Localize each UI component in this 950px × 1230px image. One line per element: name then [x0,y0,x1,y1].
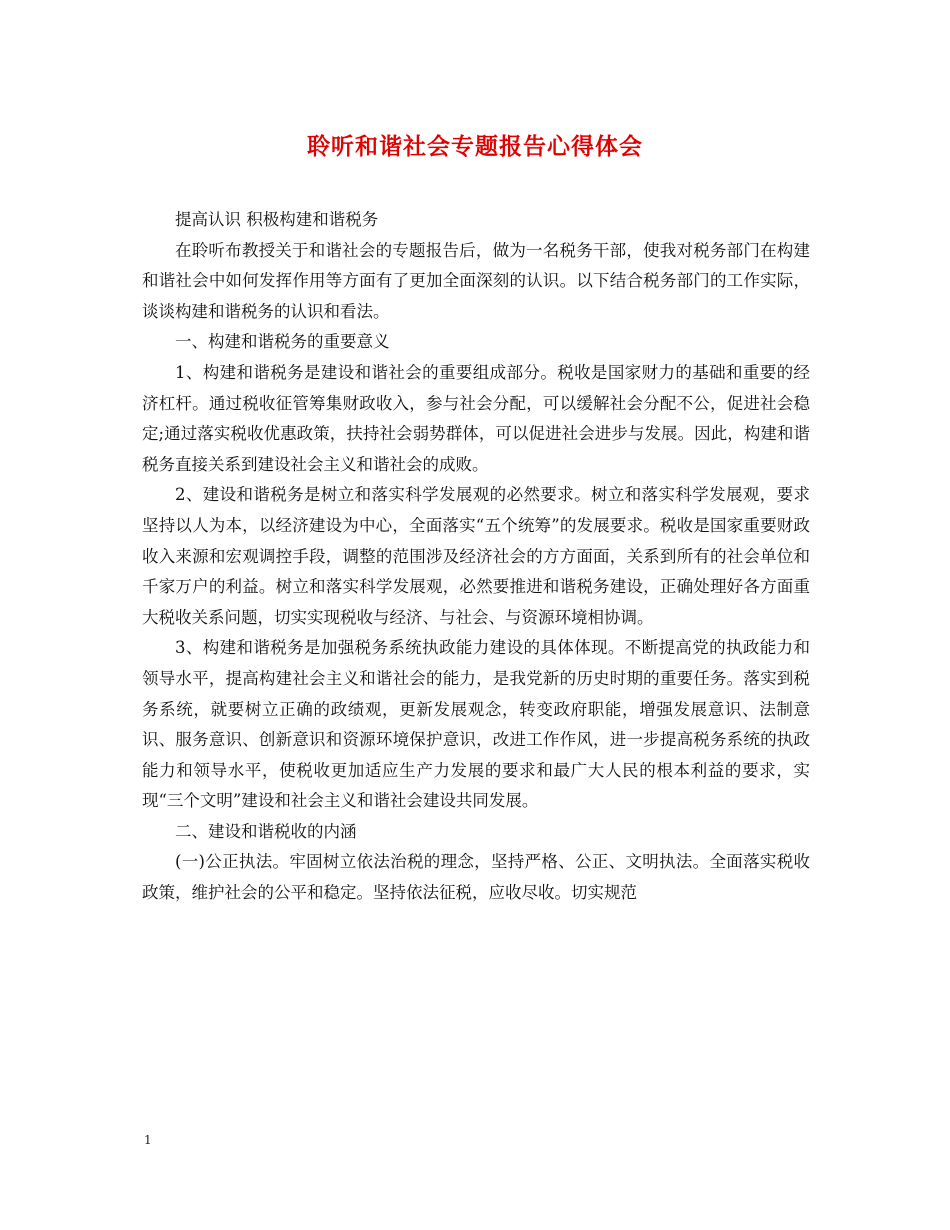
subpoint-paragraph-1: (一)公正执法。牢固树立依法治税的理念，坚持严格、公正、文明执法。全面落实税收政策，维护社会的公平和稳定。坚持依法征税，应收尽收。切实规范 [142,852,810,903]
subtitle-paragraph: 提高认识 积极构建和谐税务 [175,210,379,229]
point-paragraph-2: 2、建设和谐税务是树立和落实科学发展观的必然要求。树立和落实科学发展观，要求坚持以人为本，以经济建设为中心，全面落实“五个统筹”的发展要求。税收是国家重要财政收入来源和宏观调控手段，调整的范围涉及经济社会的方方面面，关系到所有的社会单位和千家万户的利益。树立和落实科学发展观，必然要推进和谐税务建设，正确处理好各方面重大税收关系问题，切实实现税收与经济、与社会、与资源环境相协调。 [142,485,810,627]
point-paragraph-3: 3、构建和谐税务是加强税务系统执政能力建设的具体体现。不断提高党的执政能力和领导水平，提高构建社会主义和谐社会的能力，是我党新的历史时期的重要任务。落实到税务系统，就要树立正确的政绩观，更新发展观念，转变政府职能，增强发展意识、法制意识、服务意识、创新意识和资源环境保护意识，改进工作作风，进一步提高税务系统的执政能力和领导水平，使税收更加适应生产力发展的要求和最广大人民的根本利益的要求，实现“三个文明”建设和社会主义和谐社会建设共同发展。 [142,638,810,811]
document-body [142,205,810,909]
section-heading-2: 二、建设和谐税收的内涵 [175,821,357,841]
page-number: 1 [144,1133,152,1147]
point-paragraph-1: 1、构建和谐税务是建设和谐社会的重要组成部分。税收是国家财力的基础和重要的经济杠杆。通过税收征管筹集财政收入，参与社会分配，可以缓解社会分配不公，促进社会稳定;通过落实税收优惠政策，扶持社会弱势群体，可以促进社会进步与发展。因此，构建和谐税务直接关系到建设社会主义和谐社会的成败。 [142,362,810,474]
intro-paragraph: 在聆听布教授关于和谐社会的专题报告后，做为一名税务干部，使我对税务部门在构建和谐社会中如何发挥作用等方面有了更加全面深刻的认识。以下结合税务部门的工作实际，谈谈构建和谐税务的认识和看法。 [142,240,810,321]
document-title: 聆听和谐社会专题报告心得体会 [307,133,643,160]
section-heading-1: 一、构建和谐税务的重要意义 [175,332,390,352]
